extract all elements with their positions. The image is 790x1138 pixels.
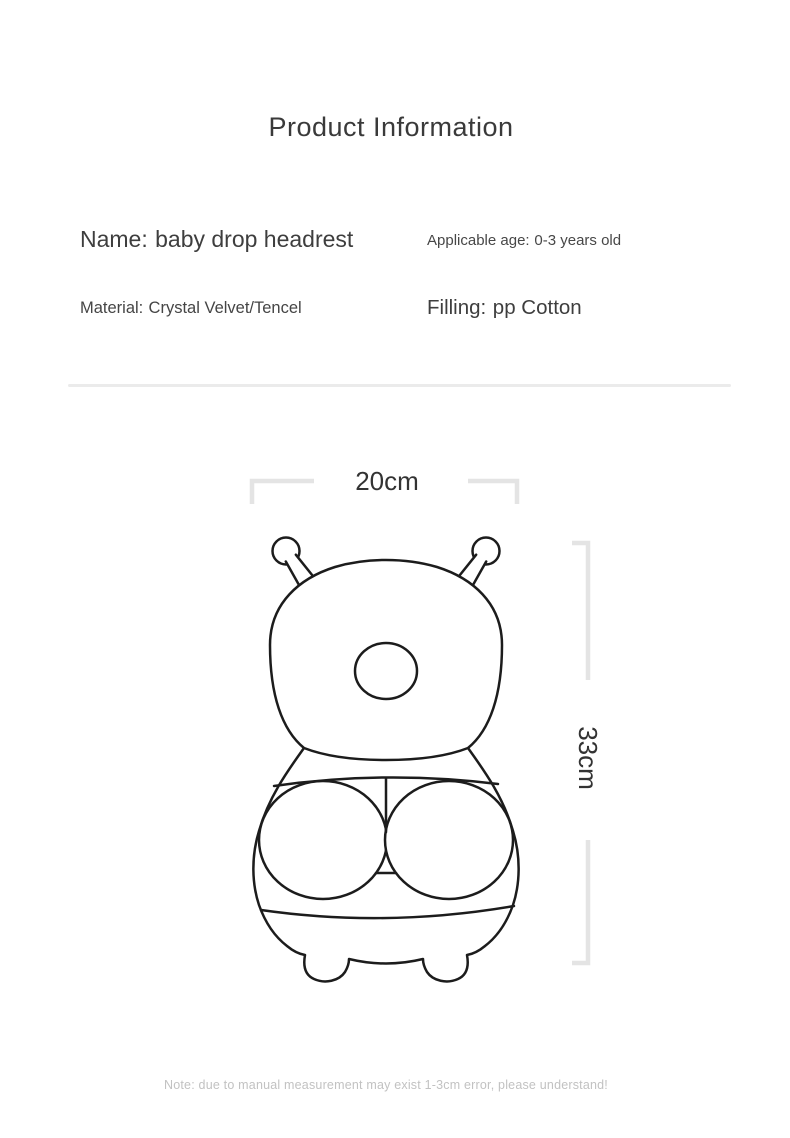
spec-filling	[427, 296, 582, 320]
spec-filling-value: pp Cotton	[492, 296, 582, 319]
dimension-diagram	[230, 440, 620, 1000]
spec-material-value: Crystal Velvet/Tencel	[148, 299, 302, 317]
head-center-hole	[355, 643, 417, 699]
width-bracket-right	[468, 481, 517, 504]
spec-age-value: 0-3 years old	[534, 232, 622, 249]
width-dimension-label: 20cm	[355, 466, 419, 496]
measurement-disclaimer-note: Note: due to manual measurement may exist 1-3cm error, please understand!	[164, 1078, 608, 1092]
section-divider	[68, 384, 731, 387]
spec-name-value: baby drop headrest	[155, 226, 354, 252]
headrest-outline-drawing	[253, 538, 518, 982]
height-dimension-label: 33cm	[573, 726, 603, 790]
spec-applicable-age	[427, 232, 621, 249]
height-bracket-bottom	[572, 840, 588, 963]
right-wing	[385, 781, 513, 899]
width-bracket-left	[252, 481, 314, 504]
spec-name-label: Name:	[80, 226, 148, 252]
spec-filling-label: Filling:	[427, 296, 487, 319]
page-title: Product Information	[268, 112, 514, 142]
spec-material	[80, 299, 302, 318]
spec-age-label: Applicable age:	[427, 232, 530, 249]
spec-name	[80, 226, 353, 253]
left-wing	[259, 781, 387, 899]
spec-material-label: Material:	[80, 299, 144, 317]
height-bracket-top	[572, 543, 588, 680]
